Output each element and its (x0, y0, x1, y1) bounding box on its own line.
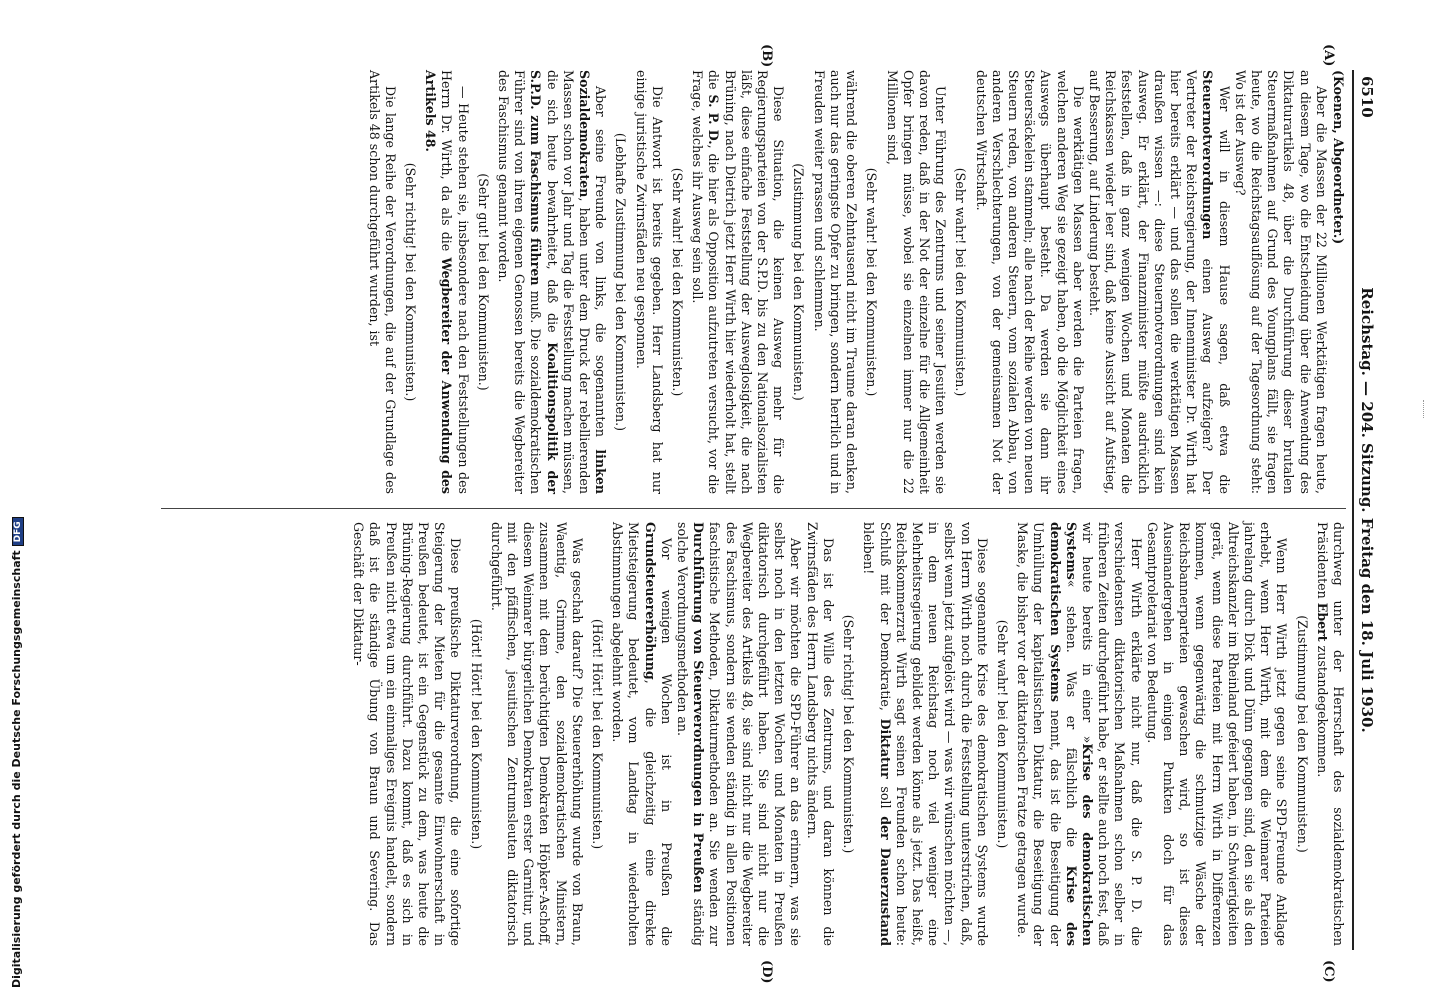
emphasis: Ebert (1314, 602, 1330, 642)
interjection: (Sehr richtig! bei den Kommunisten.) (403, 162, 419, 402)
interjection: (Lebhafte Zustimmung bei den Kommunisten.) (613, 132, 629, 432)
paragraph (609, 522, 674, 946)
emphasis: Grundsteuererhöhung (642, 522, 658, 680)
text-run: ständig solche Verordnungsmethoden an. (675, 522, 707, 946)
paragraph (674, 522, 804, 946)
paragraph: Die Antwort ist bereits gegeben. Herr Landsberg hat nur einige juristische Zwirnsfäden neu gesponnen. (633, 70, 665, 494)
paragraph (860, 522, 990, 946)
emphasis: linken Sozialdemokraten (577, 70, 609, 494)
paragraph: Die werktätigen Massen aber werden die Parteien fragen, welchen anderen Weg sie gezeigt haben, ob die Möglichkeit eines Auswegs überhaupt besteht. Da werden sie dann ihr Steuersäckelein stammeln; alle nach der Reihe werden von neuen Steuern reden, von anderen Steuern, vom sozialen Abbau, von anderen Verschlechterungen, von der gemeinsamen Not der deutschen Wirtschaft. (973, 70, 1086, 494)
paragraph: Die lange Reihe der Verordnungen, die auf der Grundlage des Artikels 48 schon durchgeführt wurden, ist (366, 70, 398, 494)
scan-credit-strip (0, 0, 23, 1000)
text-run: bleiben! (861, 522, 877, 575)
page-number: 6510 (1358, 76, 1376, 118)
left-column (365, 70, 1346, 494)
interjection: (Sehr richtig! bei den Kommunisten.) (841, 614, 857, 854)
paragraph (1314, 522, 1346, 946)
interjection: (Sehr wahr! bei den Kommunisten.) (994, 619, 1010, 849)
text-run: « stehen. Was er fälschlich die (1063, 579, 1079, 866)
right-column (350, 522, 1346, 946)
paragraph (495, 70, 608, 494)
paragraph: Das ist der Wille des Zentrums, und daran können die Zwirnsfäden des Herrn Landsberg nichts ändern. (804, 522, 836, 946)
emphasis: S. P. D. (706, 94, 722, 145)
text-run: zustandegekommen. (1314, 641, 1330, 778)
speaker-label (1330, 70, 1346, 494)
emphasis: Durchführung von Steuerverordnungen in Preußen (691, 522, 707, 893)
running-head (1352, 70, 1380, 950)
session-title: Reichstag. — 204. Sitzung. Freitag den 18. Juli 1930. (1358, 287, 1376, 733)
paragraph (1086, 70, 1232, 494)
emphasis: der Dauerzustand (877, 816, 893, 947)
text-run: — Heute stehen sie, insbesondere nach den Feststellungen des Herrn Dr. Wirth, da als die (439, 70, 471, 494)
interjection: (Sehr wahr! bei den Kommunisten.) (953, 167, 969, 397)
pencil-mark (1417, 400, 1424, 418)
emphasis: Krise des demokratischen Systems (1063, 522, 1095, 946)
text-run: durchweg unter der Herrschaft des sozialdemokratischen Präsidenten (1314, 522, 1346, 946)
text-run: , haben unter dem Druck der rebellierenden Massen schon vor Jahr und Tag die Feststellung machen müssen, die sich heute bewahrheitet, daß die (544, 70, 593, 494)
interjection: (Sehr gut! bei den Kommunisten.) (475, 173, 491, 391)
text-run: soll (877, 778, 893, 817)
text-run: , die gleichzeitig eine direkte Mietsteigerung bedeutet, vom Landtag in wiederholten Abstimmungen abgelehnt worden. (610, 522, 658, 946)
text-run: nennt, das ist die Beseitigung der Umhüllung der kapitalistischen Diktatur, die Beseitigung der Maske, die bisher vor der diktatorischen Fratze getragen wurde. (1015, 522, 1063, 946)
margin-mark-a: (A) (1321, 44, 1336, 67)
interjection: (Sehr wahr! bei den Kommunisten.) (670, 167, 686, 397)
text-run: muß. Die sozialdemokratischen Führer sind von ihren eigenen Genossen bereits die Wegbereiter des Faschismus genannt worden. (496, 70, 544, 494)
text-run: einen Ausweg aufzeigen? Der Vertreter der Reichsregierung, der Innenminister Dr. Wirth hat hier bereits erklärt — und das sollen die werktätigen Massen draußen wissen —: diese Steuernotverordnungen sind kein Ausweg. Er erklärt, der Finanzminister müßte ausdrücklich feststellen, daß in ganz wenigen Wochen und Monaten die Reichskassen wieder leer sind, daß keine Aussicht auf Aufstieg, auf Besserung, auf Linderung besteht. (1086, 70, 1216, 494)
emphasis: Wegbereiter der Anwendung des Artikels 48. (423, 70, 455, 495)
rotated-document-page (140, 44, 1380, 984)
column-divider (161, 508, 1346, 509)
paragraph (1014, 522, 1144, 946)
emphasis: Steuernotverordnungen (1200, 70, 1216, 240)
interjection: (Sehr wahr! bei den Kommunisten.) (864, 167, 880, 397)
text-run: Diese sogenannte Krise des demokratischen Systems wurde von Herrn Wirth noch durch die Feststellung unterstrichen, daß, selbst wenn jetzt aufgelöst wird — was wir wünschen möchten —, in dem neuen Reichstag noch viel weniger eine Mehrheitsregierung gebildet werden könne als jetzt. Das heißt, Reichskommerzrat Wirth sagt seinen Freunden schon heute: Schluß mit der Demokratie, (877, 522, 990, 946)
speaker-name: (Koenen, Abgeordneter.) (1331, 70, 1346, 245)
paragraph: Wenn Herr Wirth jetzt gegen seine SPD-Freunde Anklage erhebt, wenn Herr Wirth, mit dem die Weimarer Parteien jahrelang durch Dick und Dünn gegangen sind, den sie als den Altreichskanzler im Rheinland gefeiert haben, in Schwierigkeiten gerät, wenn diese Parteien mit Herrn Wirth in Differenzen kommen, wenn gegenwärtig die schmutzige Wäsche der Reichsbannerparteien gewaschen wird, so ist dieses Auseinandergehen in einigen Punkten doch für das Gesamtproletariat von Bedeutung. (1144, 522, 1290, 946)
interjection: (Zustimmung bei den Kommunisten.) (791, 163, 807, 401)
paragraph: Diese preußische Diktaturverordnung, die eine sofortige Steigerung der Mieten für die gesamte Einwohnerschaft in Preußen bedeutet, ist ein Gegenstück zu dem, was heute die Brüning-Regierung durchführt. Dazu kommt, daß es sich in Preußen nicht etwa um ein einmaliges Ereignis handelt, sondern daß ist die ständige Übung von Braun und Severing. Das Geschäft der Diktatur- (351, 522, 464, 946)
paragraph: während die oberen Zehntausend nicht im Traume daran denken, auch nur das geringste Opfer zu bringen, sondern herrlich und in Freuden weiter prassen und schlemmen. (811, 70, 860, 494)
emphasis: Krise des demokratischen Systems (1047, 522, 1079, 946)
emphasis: Diktatur (877, 718, 893, 779)
text-run: Aber seine Freunde von links, die sogenannten (593, 86, 609, 450)
emphasis: Koalitionspolitik der S.P.D. zum Faschismus führen (528, 70, 560, 494)
text-run: Aber wir möchten die SPD-Führer an das erinnern, was sie selbst noch in den letzten Wochen und Monaten in Preußen diktatorisch durchgeführt haben. Sie sind nicht nur die Wegbereiter des Artikels 48, sie sind nicht nur die Wegbereiter des Faschismus, sondern sie wenden ständig in allen Positionen faschistische Methoden, Diktaturmethoden an. Sie wenden zur (707, 522, 804, 946)
dfg-logo: DFG (12, 517, 24, 546)
text-run: Herr Wirth erklärte nicht nur, daß die S. P. D. die verschiedensten diktatorischen Maßnahmen schon selber in früheren Zeiten durchgeführt habe, er stellte auch noch fest, daß wir heute bereits in einer » (1079, 522, 1144, 946)
text-run: Vor wenigen Wochen ist in Preußen die (658, 538, 674, 946)
scan-credit-label: Digitalisierung gefördert durch die Deutsche Forschungsgemeinschaft (10, 550, 23, 988)
margin-mark-d: (D) (759, 960, 774, 984)
interjection: (Zustimmung bei den Kommunisten.) (1294, 615, 1310, 853)
scan-credit-text (10, 517, 24, 988)
paragraph (422, 70, 471, 494)
text-run: Wer will in diesem Hause sagen, daß etwa die (1216, 86, 1232, 494)
paragraph (689, 70, 786, 494)
paragraph: Was geschah darauf? Die Steuererhöhung wurde von Braun, Waentig, Grimme, den sozialdemokratischen Ministern, zusammen mit dem berüchtigten Demokraten Höpker-Aschoff, diesem Weimarer bürgerlichen Demokraten erster Garnitur, und mit den pfäffischen, jesuitischen Zentrumsleuten diktatorisch durchgeführt. (488, 522, 585, 946)
margin-mark-b: (B) (759, 44, 774, 68)
text-run: Diese Situation, die keinen Ausweg mehr für die Regierungsparteien von der S.P.D. bis zu den Nationalsozialisten läßt, diese einfache Feststellung der Ausweglosigkeit, die nach Brüning, nach Dietrich jetzt Herr Wirth hier wiederholt hat, stellt die (706, 70, 787, 494)
interjection: (Hört! Hört! bei den Kommunisten.) (590, 618, 606, 850)
paragraph: Aber die Massen der 22 Millionen Werktätigen fragen heute, an diesem Tage, wo die Entscheidung über die Anwendung des Diktaturartikels 48, über die Durchführung dieser brutalen Steuermaßnahmen auf Grund des Youngplans fällt, sie fragen heute, wo die Reichstagsauflösung auf der Tagesordnung steht: Wo ist der Ausweg? (1232, 70, 1329, 494)
text-run: , die hier als Opposition aufzutreten versucht, vor die Frage, welches ihr Ausweg sein soll. (690, 70, 722, 494)
paragraph: Unter Führung des Zentrums und seiner Jesuiten werden sie davon reden, daß in der Not der einzelne für die Allgemeinheit Opfer bringen müsse, wobei sie einzelnen immer nur die 22 Millionen sind, (884, 70, 949, 494)
interjection: (Hört! Hört! bei den Kommunisten.) (468, 618, 484, 850)
margin-mark-c: (C) (1321, 960, 1336, 983)
